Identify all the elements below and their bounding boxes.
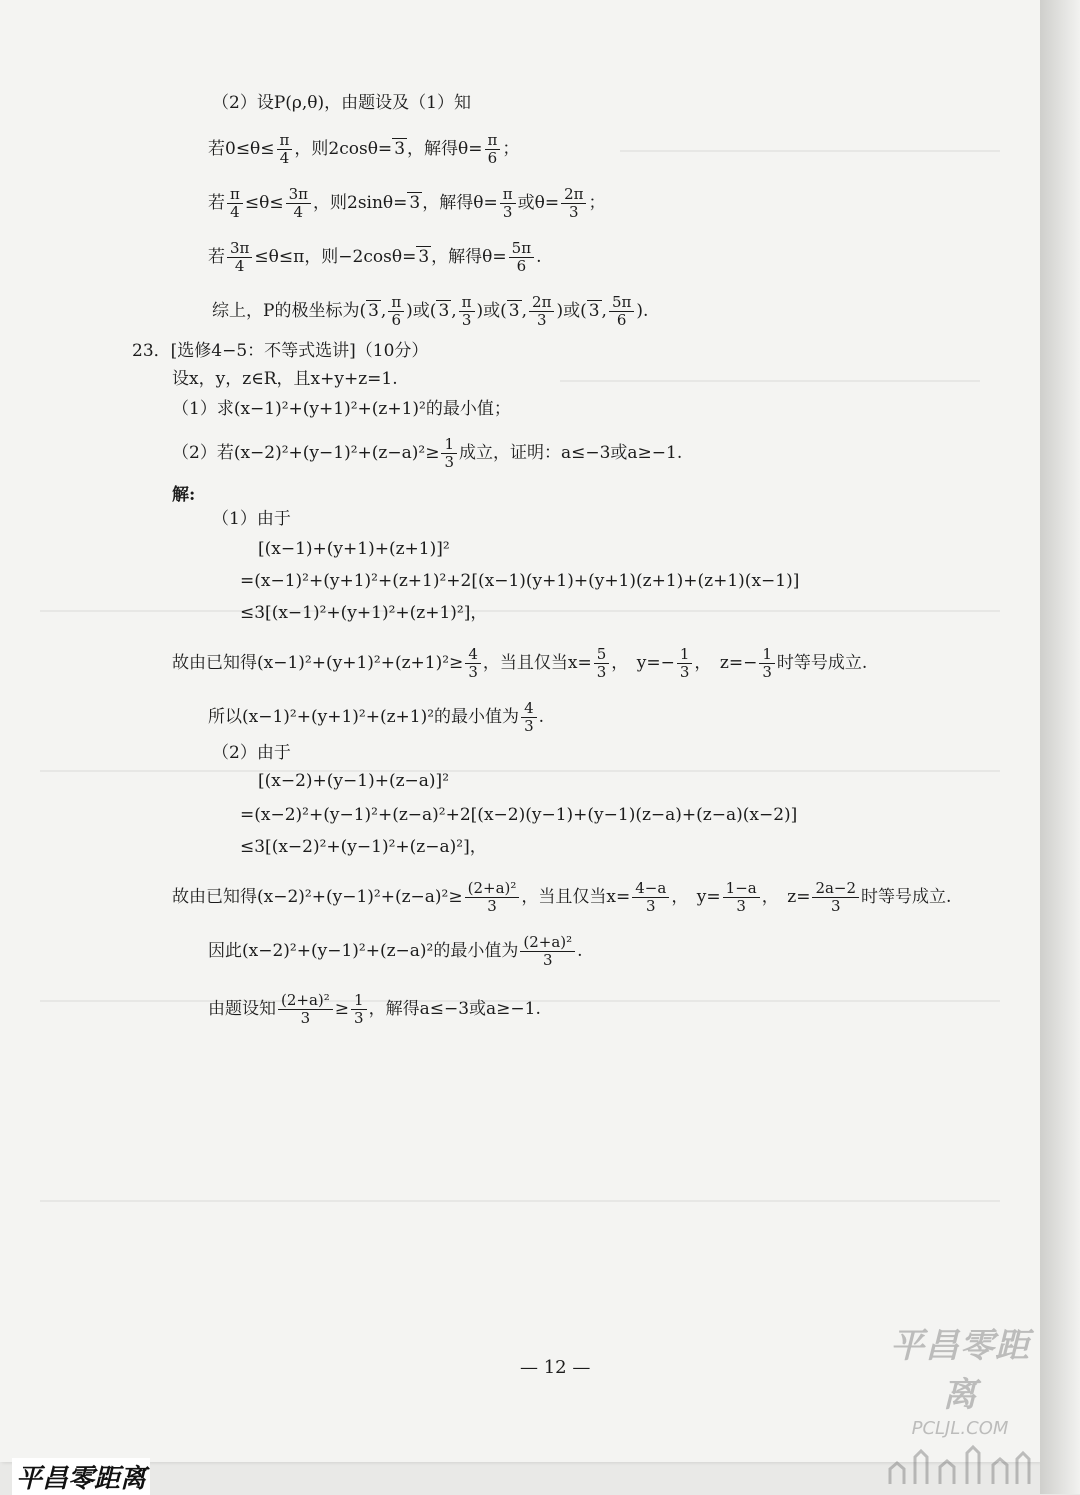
- polar-summary: 综上，P的极坐标为( 3 , $\frac{\pi}{6}$ )或( 3 , $\frac{\pi}{3}$ )或( 3 , $\frac{2\pi}{3}$ )或( 3 , $\frac{5\pi}{6}$ ).: [212, 293, 649, 329]
- show-through: [40, 610, 1000, 612]
- page-number: — 12 —: [520, 1357, 591, 1378]
- solution2-line2: =(x−2)²+(y−1)²+(z−a)²+2[(x−2)(y−1)+(y−1)(z−a)+(z−a)(x−2)]: [240, 805, 798, 825]
- skyline-icon: [885, 1439, 1035, 1489]
- show-through: [620, 150, 1000, 152]
- solution2-minimum: 因此(x−2)²+(y−1)²+(z−a)²的最小值为 $\frac{\text{(2+a)²}}{3}$ .: [208, 933, 583, 969]
- question-23-part2: （2）若(x−2)²+(y−1)²+(z−a)²≥ $\frac{1}{3}$ 成立，证明：a≤−3或a≥−1.: [172, 435, 683, 471]
- watermark-logo-url: PCLJL.COM: [911, 1418, 1009, 1439]
- case-1: 若0≤θ≤ $\frac{\pi}{4}$ ，则2cosθ= 3 ，解得θ= $\frac{\pi}{6}$ ；: [208, 131, 520, 167]
- question-23-given: 设x，y，z∈R，且x+y+z=1.: [172, 369, 398, 389]
- part2-intro: （2）设P(ρ,θ)，由题设及（1）知: [212, 93, 471, 113]
- paper-edge: [1040, 0, 1080, 1494]
- show-through: [40, 1200, 1000, 1202]
- solution-label: 解:: [172, 485, 196, 505]
- question-23-part1: （1）求(x−1)²+(y+1)²+(z+1)²的最小值；: [172, 399, 511, 419]
- case-2: 若 $\frac{\pi}{4}$ ≤θ≤ $\frac{3\pi}{4}$ ，则2sinθ= 3 ，解得θ= $\frac{\pi}{3}$ 或θ= $\frac{2\pi}{3}$ ；: [208, 185, 606, 221]
- show-through: [560, 380, 980, 382]
- solution2-result: 故由已知得(x−2)²+(y−1)²+(z−a)²≥ $\frac{\text{(2+a)²}}{3}$ ，当且仅当x= $\frac{4-a}{3}$ ， y= $\frac{1-a}{3}$ ， z= $\frac{2a-2}{3}$ 时等号成立.: [172, 879, 952, 915]
- solution1-line1: [(x−1)+(y+1)+(z+1)]²: [258, 539, 450, 559]
- case-3: 若 $\frac{3\pi}{4}$ ≤θ≤π，则−2cosθ= 3 ，解得θ= $\frac{5\pi}{6}$ .: [208, 239, 542, 275]
- solution1-intro: （1）由于: [212, 509, 291, 529]
- solution1-minimum: 所以(x−1)²+(y+1)²+(z+1)²的最小值为 $\frac{4}{3}$ .: [208, 699, 545, 735]
- watermark-logo-title: 平昌零距离: [890, 1326, 1030, 1415]
- watermark-text: 平昌零距离: [12, 1458, 150, 1495]
- show-through: [40, 770, 1000, 772]
- question-23-header: 23．[选修4−5：不等式选讲]（10分）: [132, 341, 429, 361]
- solution2-conclusion: 由题设知 $\frac{\text{(2+a)²}}{3}$ ≥ $\frac{1}{3}$ ，解得a≤−3或a≥−1.: [208, 991, 541, 1027]
- solution1-line3: ≤3[(x−1)²+(y+1)²+(z+1)²]，: [240, 603, 488, 623]
- solution1-result: 故由已知得(x−1)²+(y+1)²+(z+1)²≥ $\frac{4}{3}$ ，当且仅当x= $\frac{5}{3}$ ， y=− $\frac{1}{3}$ ， z=− $\frac{1}{3}$ 时等号成立.: [172, 645, 868, 681]
- solution2-line3: ≤3[(x−2)²+(y−1)²+(z−a)²]，: [240, 837, 487, 857]
- solution1-line2: =(x−1)²+(y+1)²+(z+1)²+2[(x−1)(y+1)+(y+1)(z+1)+(z+1)(x−1)]: [240, 571, 800, 591]
- watermark-logo: [880, 1318, 1040, 1468]
- solution2-line1: [(x−2)+(y−1)+(z−a)]²: [258, 771, 450, 791]
- solution2-intro: （2）由于: [212, 743, 291, 763]
